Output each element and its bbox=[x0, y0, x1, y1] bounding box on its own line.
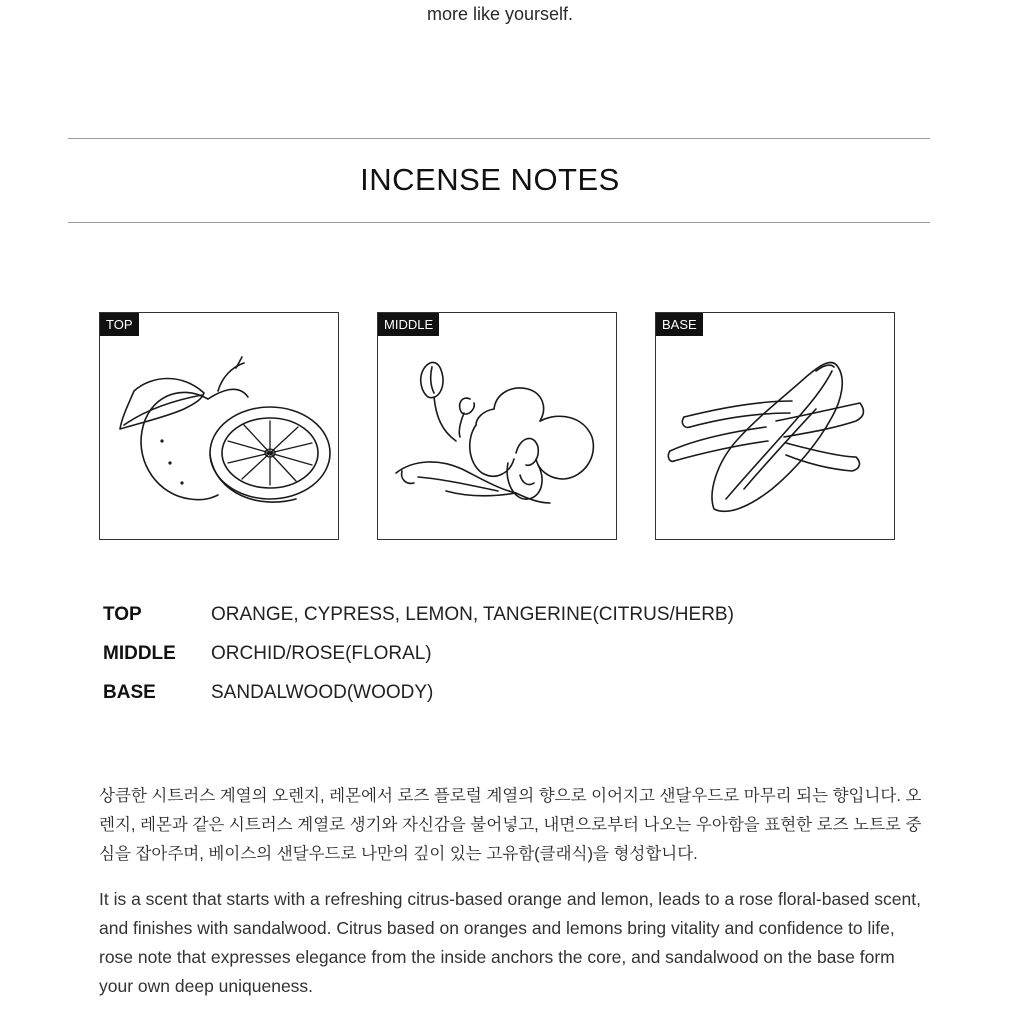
note-tag-base: BASE bbox=[656, 313, 703, 336]
note-label: TOP bbox=[103, 604, 142, 625]
note-row-base bbox=[103, 682, 923, 721]
note-card-base bbox=[655, 312, 895, 540]
description-english: It is a scent that starts with a refreshing citrus-based orange and lemon, leads to a rose floral-based scent, and finishes with sandalwood. Citrus based on oranges and lemons bring vitality and confidence to life, rose note that expresses elegance from the inside anchors the core, and sandalwood on the base form your own deep uniqueness. bbox=[99, 889, 921, 996]
description-korean: 상큼한 시트러스 계열의 오렌지, 레몬에서 로즈 플로럴 계열의 향으로 이어지고 샌달우드로 마무리 되는 향입니다. 오렌지, 레몬과 같은 시트러스 계열로 생기와 자신감을 불어넣고, 내면으로부터 나오는 우아함을 표현한 로즈 노트로 중심을 잡아주며, 베이스의 샌달우드로 나만의 깊이 있는 고유함(클래식)을 형성합니다. bbox=[99, 787, 922, 863]
note-tag-middle: MIDDLE bbox=[378, 313, 439, 336]
orchid-icon bbox=[378, 313, 618, 541]
section-divider-top bbox=[68, 138, 930, 139]
note-row-top bbox=[103, 604, 923, 643]
notes-list bbox=[103, 604, 923, 721]
note-label: BASE bbox=[103, 682, 156, 703]
note-card-top bbox=[99, 312, 339, 540]
sandalwood-icon bbox=[656, 313, 896, 541]
note-tag-top: TOP bbox=[100, 313, 139, 336]
tagline: more like yourself. bbox=[426, 4, 574, 24]
note-card-middle bbox=[377, 312, 617, 540]
section-title: INCENSE NOTES bbox=[360, 162, 620, 197]
note-row-middle bbox=[103, 643, 923, 682]
section-divider-bottom bbox=[68, 222, 930, 223]
note-label: MIDDLE bbox=[103, 643, 176, 664]
note-value: SANDALWOOD(WOODY) bbox=[211, 682, 434, 703]
note-value: ORCHID/ROSE(FLORAL) bbox=[211, 643, 432, 664]
orange-icon bbox=[100, 313, 340, 541]
note-value: ORANGE, CYPRESS, LEMON, TANGERINE(CITRUS/HERB) bbox=[211, 604, 734, 625]
